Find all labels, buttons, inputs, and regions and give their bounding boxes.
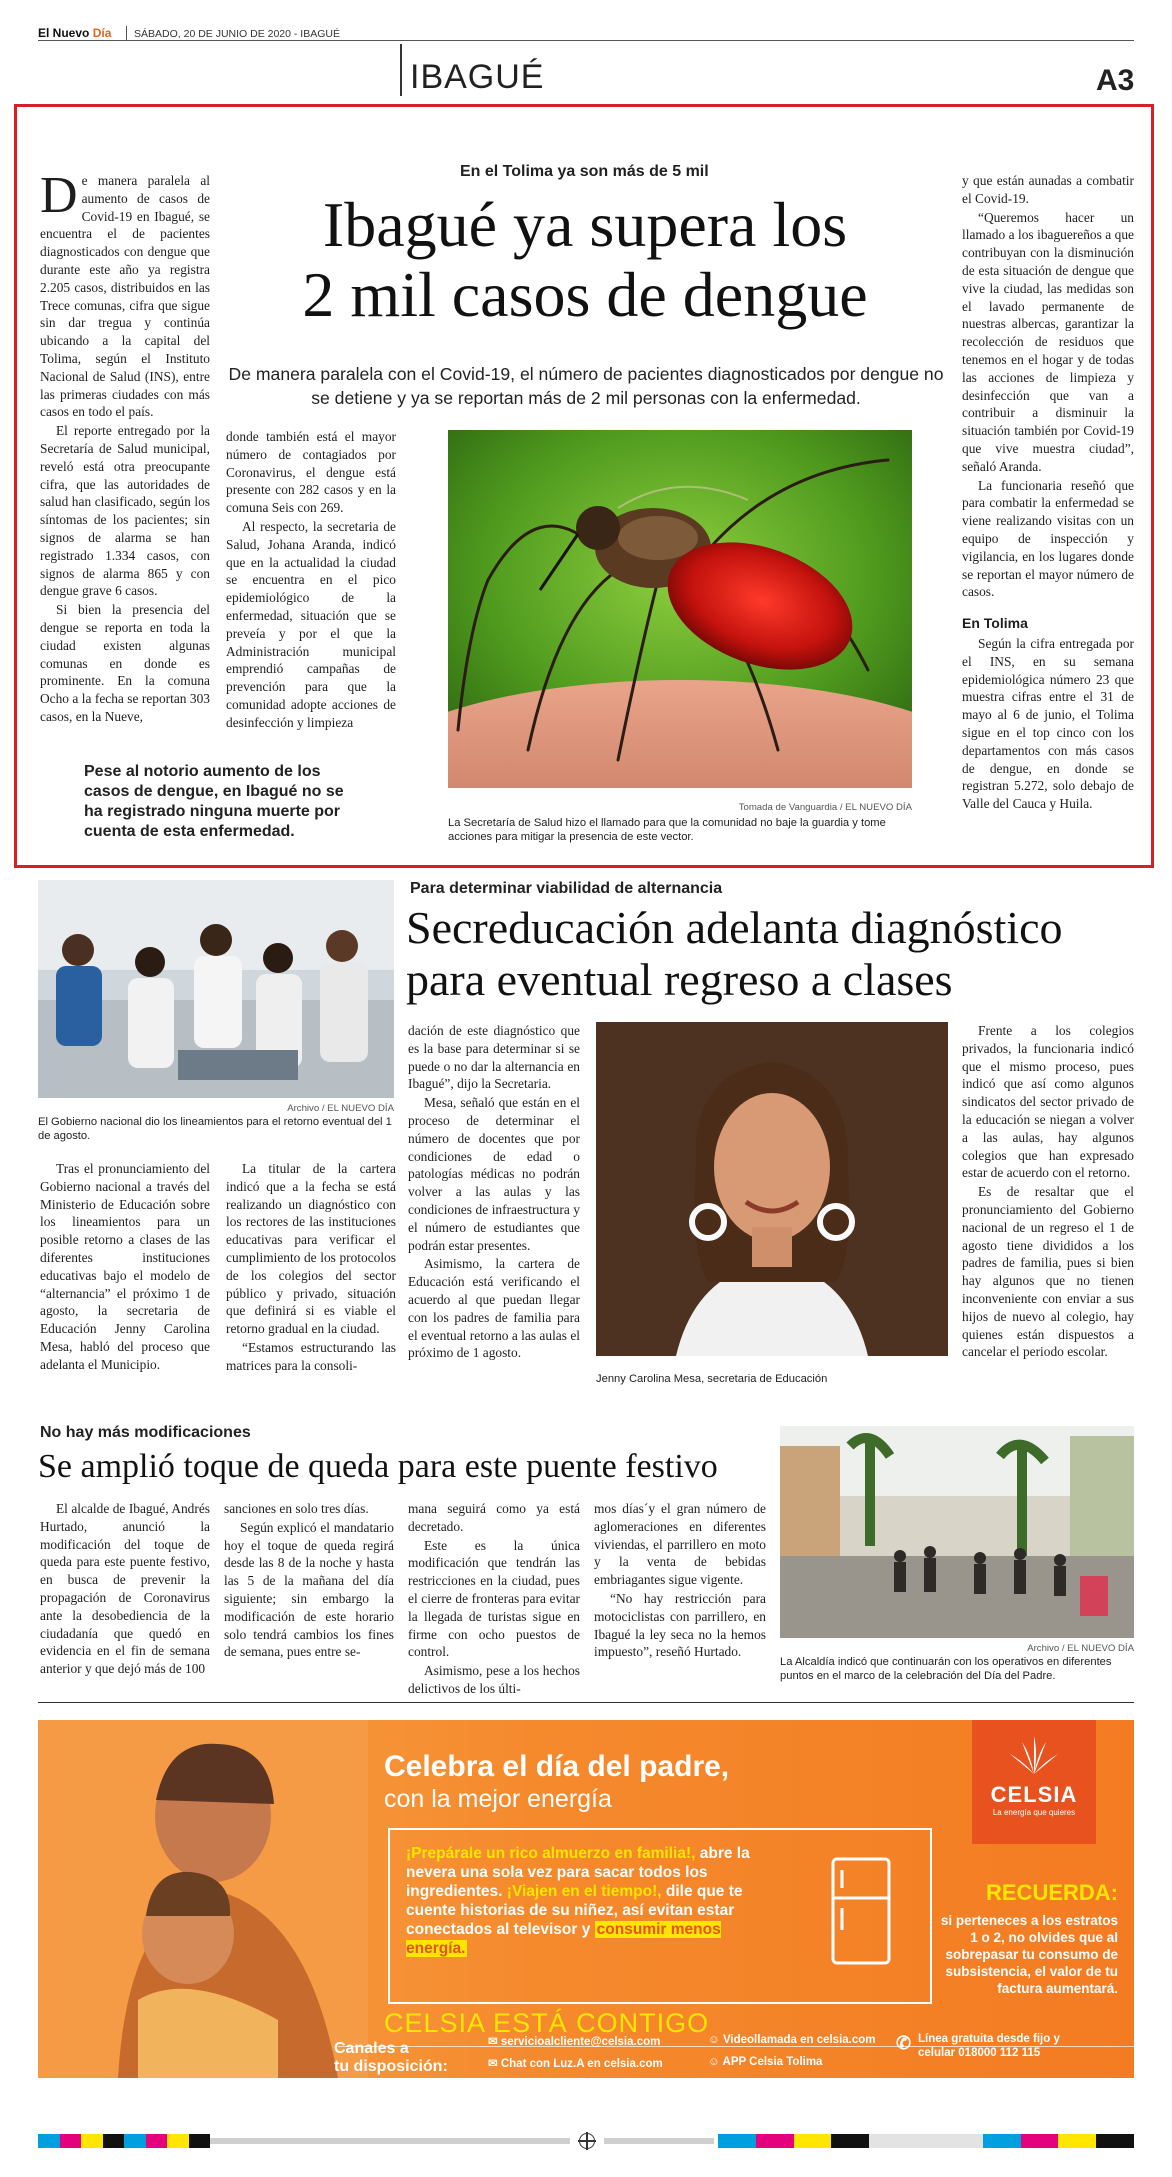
dateline: SÁBADO, 20 DE JUNIO DE 2020 - IBAGUÉ — [134, 28, 340, 40]
portrait-caption: Jenny Carolina Mesa, secretaria de Educación — [596, 1373, 828, 1385]
ad-title-line-1: Celebra el día del padre, — [384, 1750, 730, 1783]
ad-tip-ingredients: los ingredientes. — [406, 1864, 708, 1900]
classroom-photo-caption: El Gobierno nacional dio los lineamientos para el retorno eventual del 1 de agosto. — [38, 1116, 392, 1142]
classroom-illustration — [38, 880, 394, 1098]
lead-column-1 — [40, 167, 210, 727]
story2-col2-para: “Estamos estructurando las matrices para la consoli- — [226, 1339, 396, 1373]
lead-deck-line-2: se detiene y ya se reportan más de 2 mil personas con la enfermedad. — [311, 388, 861, 408]
registration-mark-icon — [579, 2133, 595, 2149]
masthead-rule — [38, 40, 1134, 41]
classroom-photo — [38, 880, 394, 1098]
story3-col4-para: mos días´y el gran número de aglomeraciones en diferentes viviendas, el parrillero en moto y la venta de bebidas embriagantes sigue vigente. — [594, 1501, 766, 1588]
lead-deck-line-1: De manera paralela con el Covid-19, el número de pacientes diagnosticados por dengue no — [228, 364, 944, 384]
celsia-logo-text: CELSIA — [990, 1782, 1078, 1807]
story2-column-3 — [408, 1022, 580, 1363]
story2-col3-para: Asimismo, la cartera de Educación está verificando el acuerdo al que puedan llegar con los padres de familia para el eventual retorno a las aulas el próximo de 1 agosto. — [408, 1256, 580, 1361]
ad-title-line-2: con la mejor energía — [384, 1785, 612, 1813]
lead-headline — [240, 190, 930, 330]
fridge-icon — [830, 1856, 892, 1966]
story3-kicker: No hay más modificaciones — [40, 1424, 251, 1441]
lead-headline-line-1: Ibagué ya supera los — [322, 189, 848, 260]
ad-recuerda-text: si perteneces a los estratos 1 o 2, no olvides que al sobrepasar tu consumo de subsistencia, el valor de tu factura aumentará. — [940, 1913, 1118, 1996]
ad-tip-fridge: abre la nevera una sola vez para sacar todos — [406, 1845, 750, 1881]
page-number: A3 — [1096, 64, 1135, 97]
classroom-photo-credit: Archivo / EL NUEVO DÍA — [287, 1103, 394, 1114]
lead-photo-caption: La Secretaría de Salud hizo el llamado para que la comunidad no baje la guardia y tome acciones para mitigar la presencia de este vector. — [448, 817, 886, 843]
street-photo-credit: Archivo / EL NUEVO DÍA — [1027, 1643, 1134, 1654]
celsia-logo-box — [972, 1720, 1096, 1844]
lead-column-3 — [962, 172, 1134, 814]
ad-recuerda-title: RECUERDA: — [986, 1880, 1118, 1905]
lead-col2-para: donde también está el mayor número de contagiados por Coronavirus, el dengue está presente con 282 casos y en la comuna Seis con 269. — [226, 429, 396, 516]
story3-col3-para: Este es la única modificación que tendrán las restricciones en la ciudad, pues el cierre de fronteras para evitar la llegada de turistas sigue en firme con ocho puestos de control. — [408, 1537, 580, 1660]
print-color-bar-right — [718, 2134, 1134, 2148]
story2-col4-para: Frente a los colegios privados, la funcionaria indicó que el mismo proceso, pues indicó que así como algunos sindicatos del sector privado de la educación se niegan a volver a las aulas, hay algunos colegios que han expresado estar de acuerdo con el retorno. — [962, 1023, 1134, 1181]
ad-channel-video-text: Videollamada en celsia.com — [722, 2034, 876, 2046]
ad-channels-title-2: tu disposición: — [334, 2058, 448, 2075]
ad-top-rule — [38, 1702, 1134, 1703]
story2-col3-para: Mesa, señaló que están en el proceso de determinar el número de docentes que por condiciones de edad o patologías médicas no podrán volver a las aulas y las condiciones de infraestructura y el número de estudiantes que podrán estar presentes. — [408, 1095, 580, 1253]
ad-tip-tell: dile — [665, 1883, 693, 1900]
ad-tip-energy: consumir menos energía. — [406, 1921, 721, 1957]
street-illustration — [780, 1426, 1134, 1638]
lead-col3-para: “Queremos hacer un llamado a los ibaguereños a que contribuyan con la disminución de esta situación de dengue que vive la ciudad, las medidas son el lavado permanente de nuestras albercas, garantizar la recolección de residuos que tenemos en el hogar y de todas las acciones de limpieza y desinfección que van a contribuir a disminuir la situación también por Covid-19 que vive muestra ciudad”, señaló Aranda. — [962, 209, 1134, 474]
print-color-bar-left — [38, 2134, 210, 2148]
story3-col2-para: Según explicó el mandatario hoy el toque de queda regirá desde las 8 de la noche y hasta las 5 de la mañana del día siguiente; sin embargo la modificación de este horario solo tendrá cambios los fines de semana, pues entre se- — [224, 1519, 394, 1660]
lead-col3-para: Según la cifra entregada por el INS, en su semana epidemiológica número 23 que muestra cifras entre el 31 de mayo al 6 de junio, el Tolima sigue en el top cinco con los departamentos con más casos de dengue, en donde se registran 5.272, solo debajo de Valle del Cauca y Huila. — [962, 635, 1134, 812]
ad-slogan: CELSIA ESTÁ CONTIGO — [384, 2008, 710, 2038]
ad-channels-title-1: Canales a — [334, 2040, 409, 2057]
lead-photo-credit: Tomada de Vanguardia / EL NUEVO DÍA — [738, 802, 912, 813]
story3-col4-para: “No hay restricción para motociclistas con parrillero, en Ibagué la ley seca no la hemos impuesto”, reseñó Hurtado. — [594, 1590, 766, 1660]
ad-channel-phone — [896, 2032, 1060, 2060]
email-icon: ✉ — [488, 2036, 498, 2048]
story3-col3-para: Asimismo, pese a los hechos delictivos de los últi- — [408, 1663, 580, 1696]
mosquito-photo — [448, 430, 912, 788]
print-gray-bar-left — [210, 2138, 570, 2144]
ad-channel-email — [488, 2034, 660, 2048]
lead-col1-para: El reporte entregado por la Secretaría de Salud municipal, reveló está otra preocupante cifra, que las autoridades de salud han clasificado, según los síntomas de los pacientes; sin signos de alarma se han registrado 1.334 casos, con signos de alarma 865 y con dengue grave 6 casos. — [40, 423, 210, 599]
story2-column-1 — [40, 1160, 210, 1375]
story2-kicker: Para determinar viabilidad de alternancia — [410, 880, 723, 897]
print-gray-bar-right — [604, 2138, 714, 2144]
celsia-advertisement — [38, 1720, 1134, 2078]
ad-channel-phone-2: celular 018000 112 115 — [918, 2047, 1041, 2059]
lead-col2-para: Al respecto, la secretaria de Salud, Johana Aranda, indicó que en la actualidad la ciudad se encuentra en el pico epidemiológico de la enfermedad, situación que se preveía y por el que la Administración municipal emprendió campañas de prevención para que la comunidad adopte acciones de desinfección y limpieza — [226, 518, 396, 730]
ad-channels-title — [334, 2040, 448, 2076]
story2-headline-line-1: Secreducación adelanta diagnóstico — [406, 902, 1063, 953]
story2-col4-para: Es de resaltar que el pronunciamiento del Gobierno nacional de un regreso el 1 de agosto tiene divididos a los padres de familia, pues si bien hay algunos que no tienen inconveniente con enviar a sus hijos de nuevo al colegio, hay quienes están dispuestos a cancelar el periodo escolar. — [962, 1184, 1134, 1360]
lead-pullquote: Pese al notorio aumento de los casos de dengue, en Ibagué no se ha registrado ninguna muerte por cuenta de esta enfermedad. — [84, 763, 344, 840]
story2-col3-para: dación de este diagnóstico que es la base para determinar si se puede o no dar la alternancia en Ibagué”, dijo la Secretaria. — [408, 1023, 580, 1092]
story2-headline-line-2: para eventual regreso a clases — [406, 954, 953, 1005]
brand-second: Día — [92, 26, 112, 40]
brand-first: El Nuevo — [38, 26, 93, 40]
ad-tips-box — [388, 1828, 932, 2004]
lead-col1-para: Si bien la presencia del dengue se reporta en toda la ciudad existen algunas comunas en donde es prominente. En la comuna Ocho a la fecha se reportan 303 casos, en la Nueve, — [40, 602, 210, 724]
lead-col3-para: La funcionaria reseñó que para combatir la enfermedad se viene realizando visitas con un equipo de inspección y vigilancia, en los lugares donde se reportan el mayor número de casos. — [962, 477, 1134, 600]
story2-col1-para: Tras el pronunciamiento del Gobierno nacional a través del Ministerio de Educación sobre los lineamientos para un posible retorno a clases de las diferentes instituciones educativas bajo el modelo de “alternancia” el próximo 1 de agosto, la secretaria de Educación Jenny Carolina Mesa, habló del proceso que adelanta el Municipio. — [40, 1161, 210, 1372]
ad-tip-lunch: ¡Prepárale un rico almuerzo en familia!, — [406, 1845, 696, 1862]
celsia-logo-icon — [1004, 1734, 1064, 1778]
story3-col3-para: mana seguirá como ya está decretado. — [408, 1501, 580, 1534]
story3-col1-para: El alcalde de Ibagué, Andrés Hurtado, anunció la modificación del toque de queda para este puente festivo, en busca de prevenir la propagación de Coronavirus ante la desobediencia de la ciudadanía que quedó en evidencia en el fin de semana anterior y que dejó más de 100 — [40, 1501, 210, 1677]
story2-column-4 — [962, 1022, 1134, 1362]
lead-kicker: En el Tolima ya son más de 5 mil — [460, 163, 709, 180]
app-icon: ☺ — [708, 2056, 720, 2068]
story2-col2-para: La titular de la cartera indicó que a la fecha se está realizando un diagnóstico con los rectores de las instituciones educativas para verificar el cumplimiento de los protocolos de los colegios del sector público y privado, situación que definirá si es viable el retorno gradual en la ciudad. — [226, 1161, 396, 1337]
ad-channel-app — [708, 2056, 822, 2068]
ad-channel-chat-text: Chat con Luz.A en celsia.com — [500, 2058, 663, 2070]
ad-title — [384, 1750, 729, 1814]
portrait-illustration — [596, 1022, 948, 1356]
story2-headline — [406, 902, 1146, 1006]
story2-column-2 — [226, 1160, 396, 1376]
portrait-photo — [596, 1022, 948, 1356]
street-photo — [780, 1426, 1134, 1638]
lead-deck — [228, 362, 944, 410]
chat-icon: ✉ — [488, 2058, 498, 2070]
lead-column-2 — [226, 428, 396, 733]
story3-column-1 — [40, 1500, 210, 1679]
story3-col2-para: sanciones en solo tres días. — [224, 1501, 369, 1516]
ad-tip-tv: evitan estar conectados al televisor y — [406, 1902, 735, 1938]
ad-recuerda — [938, 1880, 1118, 1997]
masthead-separator — [126, 26, 127, 40]
lead-col1-para: De manera paralela al aumento de casos de Covid-19 en Ibagué, se encuentra el de pacientes diagnosticados con dengue que durante este año ya registra 2.205 casos, distribuidos en las Trece comunas, cifra que sigue sin dar tregua y continúa ubicando a la capital del Tolima, según el Instituto Nacional de Salud (INS), entre las primeras ciudades con más casos en todo el país. — [40, 167, 210, 420]
ad-channel-email-text: servicioalcliente@celsia.com — [500, 2036, 661, 2048]
phone-icon: ✆ — [896, 2033, 912, 2053]
story3-column-4 — [594, 1500, 766, 1662]
ad-channel-chat — [488, 2056, 663, 2070]
ad-tip-travel: ¡Viajen en el tiempo!, — [506, 1883, 662, 1900]
story3-column-2 — [224, 1500, 394, 1662]
lead-headline-line-2: 2 mil casos de dengue — [302, 259, 868, 330]
ad-tip-stories: que te cuente historias de su niñez, así — [406, 1883, 743, 1919]
ad-channel-video — [708, 2034, 876, 2046]
street-photo-caption: La Alcaldía indicó que continuarán con los operativos en diferentes puntos en el marco de la celebración del Día del Padre. — [780, 1656, 1112, 1682]
mosquito-illustration — [448, 430, 912, 788]
masthead-brand — [38, 26, 111, 40]
lead-subhead: En Tolima — [962, 615, 1028, 632]
story3-column-3 — [408, 1500, 580, 1699]
ad-channel-phone-1: Línea gratuita desde fijo y — [918, 2033, 1060, 2045]
section-title: IBAGUÉ — [410, 58, 545, 96]
section-rule — [400, 44, 402, 96]
celsia-logo-tagline: La energía que quieres — [992, 1808, 1076, 1817]
story3-headline: Se amplió toque de queda para este puente festivo — [38, 1448, 718, 1485]
ad-channel-app-text: APP Celsia Tolima — [722, 2056, 823, 2068]
video-call-icon: ☺ — [708, 2034, 720, 2046]
father-child-illustration — [38, 1720, 368, 2078]
lead-col3-para: y que están aunadas a combatir el Covid-19. — [962, 173, 1134, 206]
